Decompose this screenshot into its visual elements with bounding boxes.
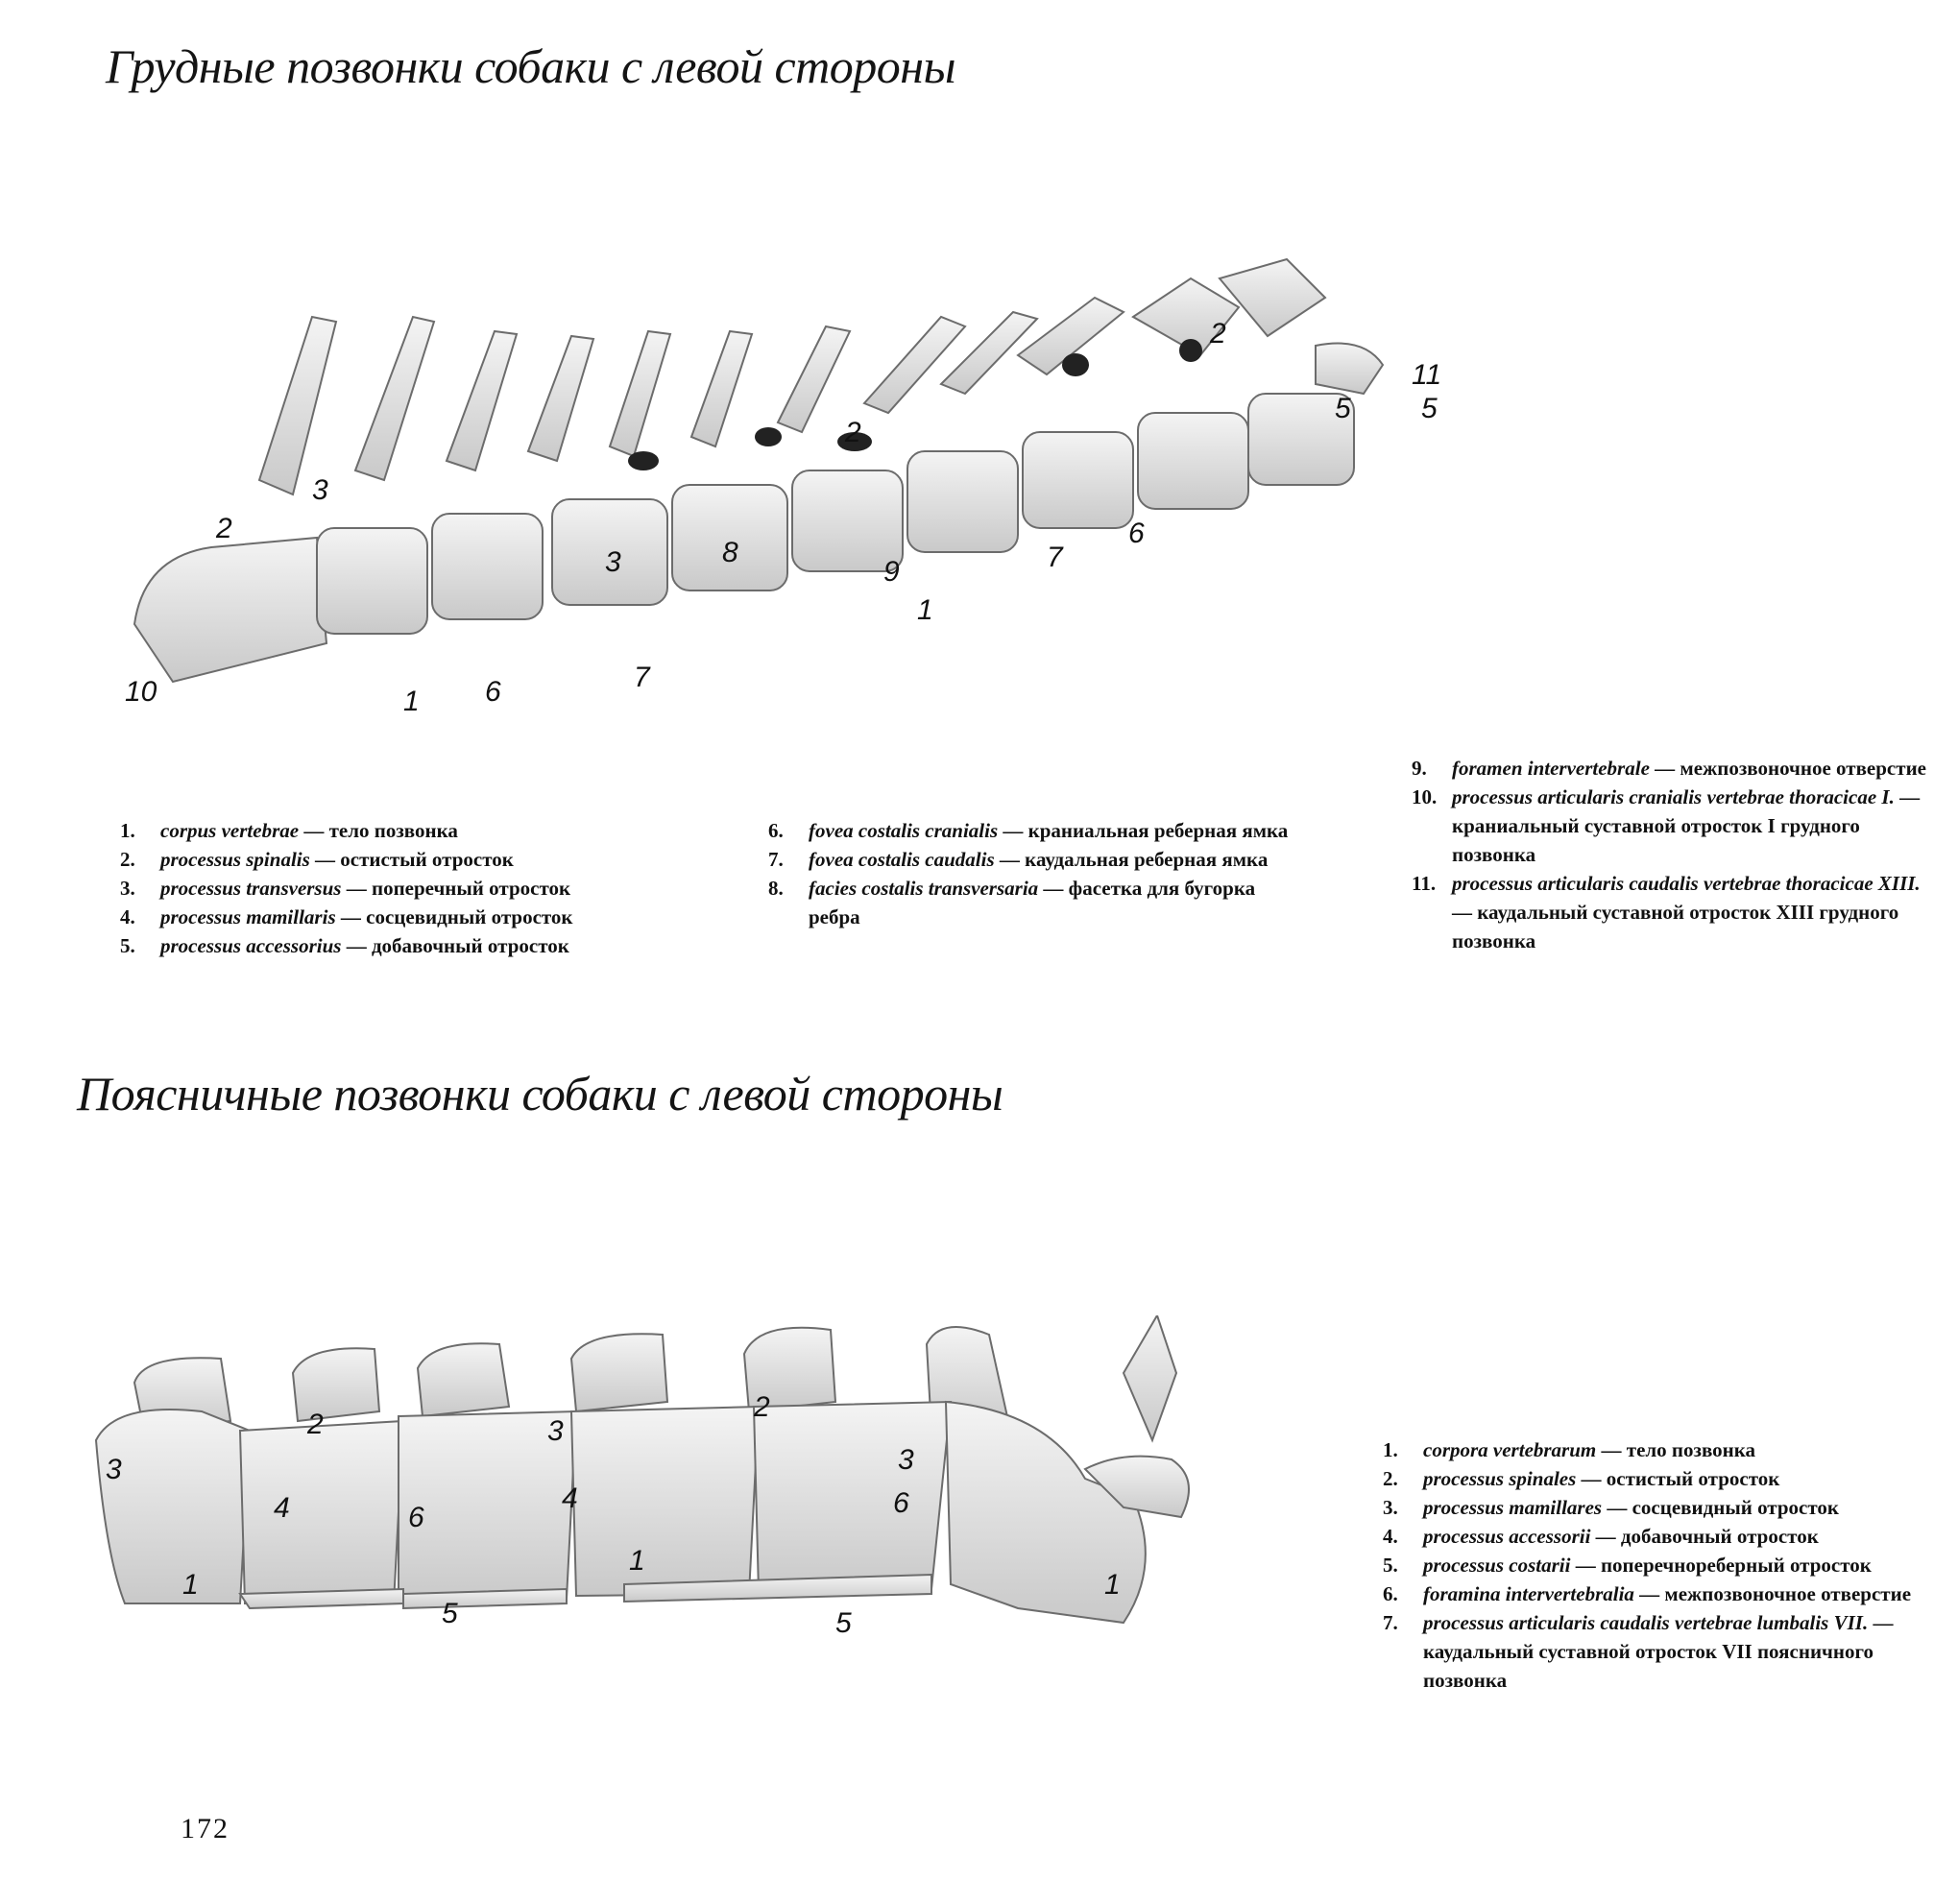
legend-item: 6. foramina intervertebralia — межпозвоночное отверстие xyxy=(1383,1582,1912,1605)
fig-label: 1 xyxy=(182,1569,199,1601)
lumbar-vertebrae-illustration xyxy=(86,1315,1277,1642)
legend-item: 5. processus costarii — поперечнореберный отросток xyxy=(1383,1554,1872,1577)
fig-label: 3 xyxy=(312,474,328,506)
legend-item: 6. fovea costalis cranialis — краниальная реберная ямка xyxy=(768,819,1289,842)
fig-label: 4 xyxy=(562,1482,578,1514)
fig-label: 8 xyxy=(722,537,738,568)
fig-label: 10 xyxy=(125,676,157,708)
fig-label: 5 xyxy=(1335,393,1351,424)
fig-label: 6 xyxy=(485,676,501,708)
fig-label: 2 xyxy=(754,1391,770,1423)
fig-label: 6 xyxy=(1128,518,1145,549)
fig-label: 3 xyxy=(547,1415,564,1447)
fig-label: 4 xyxy=(274,1492,290,1524)
fig-label: 9 xyxy=(883,556,900,588)
legend-item: 1. corpora vertebrarum — тело позвонка xyxy=(1383,1438,1756,1461)
legend-item: 2. processus spinalis — остистый отросток xyxy=(120,848,514,871)
fig-label: 5 xyxy=(835,1607,852,1639)
legend-item: 3. processus transversus — поперечный отросток xyxy=(120,877,571,900)
fig-label: 5 xyxy=(442,1598,458,1629)
thoracic-vertebrae-illustration xyxy=(96,240,1652,759)
thoracic-legend-col1 xyxy=(120,816,735,960)
legend-item: 7. fovea costalis caudalis — каудальная реберная ямка xyxy=(768,848,1269,871)
fig-label: 6 xyxy=(408,1502,424,1533)
legend-item: 8. facies costalis transversaria — фасетка для бугорка ребра xyxy=(768,877,1256,928)
legend-item: 4. processus accessorii — добавочный отросток xyxy=(1383,1525,1819,1548)
fig-label: 2 xyxy=(307,1409,324,1440)
legend-item: 10. processus articularis cranialis vertebrae thoracicae I. — краниальный суставной отросток I грудного позвонка xyxy=(1412,785,1921,866)
fig-label: 3 xyxy=(605,546,621,578)
fig-label: 2 xyxy=(1210,318,1226,349)
legend-item: 9. foramen intervertebrale — межпозвоночное отверстие xyxy=(1412,757,1926,780)
thoracic-title: Грудные позвонки собаки с левой стороны xyxy=(106,39,955,93)
fig-label: 7 xyxy=(634,662,650,693)
fig-label: 1 xyxy=(629,1545,645,1577)
legend-item: 11. processus articularis caudalis vertebrae thoracicae XIII. — каудальный суставной отросток XIII грудного позвонка xyxy=(1412,872,1921,952)
fig-label: 3 xyxy=(898,1444,914,1476)
fig-label: 6 xyxy=(893,1487,909,1519)
fig-label: 11 xyxy=(1412,359,1442,391)
fig-label: 2 xyxy=(216,513,232,544)
lumbar-legend xyxy=(1383,1435,1930,1695)
fig-label: 1 xyxy=(917,594,933,626)
legend-item: 7. processus articularis caudalis vertebrae lumbalis VII. — каудальный суставной отросток VII поясничного позвонка xyxy=(1383,1611,1894,1692)
lumbar-title: Поясничные позвонки собаки с левой стороны xyxy=(77,1067,1003,1121)
legend-item: 5. processus accessorius — добавочный отросток xyxy=(120,934,569,957)
fig-label: 7 xyxy=(1047,542,1063,573)
legend-item: 3. processus mamillares — сосцевидный отросток xyxy=(1383,1496,1840,1519)
page-number: 172 xyxy=(181,1813,230,1844)
fig-label: 5 xyxy=(1421,393,1438,424)
fig-label: 3 xyxy=(106,1454,122,1485)
legend-item: 1. corpus vertebrae — тело позвонка xyxy=(120,819,458,842)
legend-item: 4. processus mamillaris — сосцевидный отросток xyxy=(120,905,573,928)
fig-label: 1 xyxy=(403,686,420,717)
legend-item: 2. processus spinales — остистый отросток xyxy=(1383,1467,1780,1490)
fig-label: 1 xyxy=(1104,1569,1121,1601)
fig-label: 2 xyxy=(845,417,861,448)
thoracic-legend-col3 xyxy=(1412,754,1935,955)
thoracic-legend-col2 xyxy=(768,816,1306,931)
